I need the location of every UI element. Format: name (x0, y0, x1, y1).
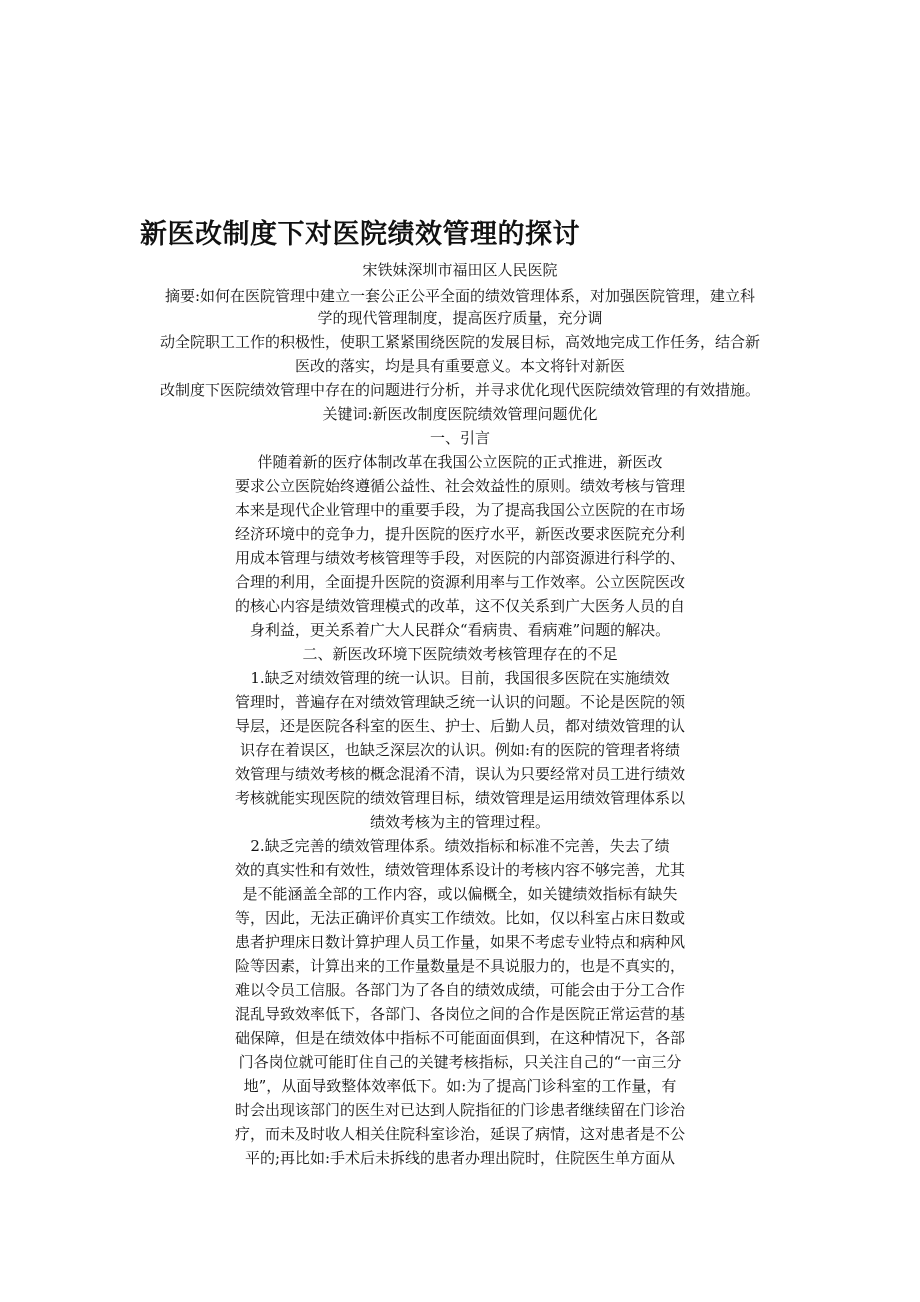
paragraph-line: 经济环境中的竞争力，提升医院的医疗水平，新医改要求医院充分利 (234, 525, 685, 543)
abstract-line: 动全院职工工作的积极性，使职工紧紧围绕医院的发展目标，高效地完成工作任务，结合新 (159, 333, 760, 351)
section-heading: 二、新医改环境下医院绩效考核管理存在的不足 (302, 645, 618, 663)
paragraph-line: 础保障，但是在绩效体中指标不可能面面俱到，在这种情况下，各部 (234, 1029, 685, 1047)
abstract-line: 学的现代管理制度，提高医疗质量，充分调 (317, 309, 603, 327)
paragraph-line: 2.缺乏完善的绩效管理体系。绩效指标和标准不完善，失去了绩 (250, 837, 670, 855)
paragraph-line: 混乱导致效率低下，各部门、各岗位之间的合作是医院正常运营的基 (234, 1005, 685, 1023)
paragraph-line: 识存在着误区，也缺乏深层次的认识。例如:有的医院的管理者将绩 (239, 741, 681, 759)
paragraph-line: 导层，还是医院各科室的医生、护士、后勤人员，都对绩效管理的认 (234, 717, 685, 735)
section-heading: 一、引言 (429, 429, 490, 447)
paragraph-line: 时会出现该部门的医生对已达到人院指征的门诊患者继续留在门诊治 (234, 1101, 685, 1119)
keywords-line: 关键词:新医改制度医院绩效管理问题优化 (322, 405, 598, 423)
paragraph-line: 患者护理床日数计算护理人员工作量，如果不考虑专业特点和病种风 (234, 933, 685, 951)
paragraph-line: 险等因素，计算出来的工作量数量是不具说服力的，也是不真实的， (234, 957, 685, 975)
paragraph-line: 本来是现代企业管理中的重要手段，为了提高我国公立医院的在市场 (234, 501, 685, 519)
paragraph-line: 效的真实性和有效性，绩效管理体系设计的考核内容不够完善，尤其 (234, 861, 685, 879)
paragraph-line: 合理的利用，全面提升医院的资源利用率与工作效率。公立医院医改 (234, 573, 685, 591)
paragraph-line: 门各岗位就可能盯住自己的关键考核指标，只关注自己的“一亩三分 (238, 1053, 682, 1071)
author-line: 宋铁妹深圳市福田区人民医院 (362, 261, 558, 279)
paragraph-line: 身利益，更关系着广大人民群众“看病贵、看病难”问题的解决。 (249, 621, 671, 639)
paragraph-line: 等，因此，无法正确评价真实工作绩效。比如，仅以科室占床日数或 (234, 909, 685, 927)
paragraph-line: 伴随着新的医疗体制改革在我国公立医院的正式推进，新医改 (257, 453, 663, 471)
paragraph-line: 用成本管理与绩效考核管理等手段，对医院的内部资源进行科学的、 (234, 549, 685, 567)
paragraph-line: 绩效考核为主的管理过程。 (369, 813, 550, 831)
paragraph-line: 地”，从面导致整体效率低下。如:为了提高门诊科室的工作量，有 (243, 1077, 677, 1095)
paragraph-line: 考核就能实现医院的绩效管理目标，绩效管理是运用绩效管理体系以 (234, 789, 685, 807)
paragraph-line: 管理时，普遍存在对绩效管理缺乏统一认识的问题。不论是医院的领 (234, 693, 685, 711)
paragraph-line: 效管理与绩效考核的概念混淆不清，误认为只要经常对员工进行绩效 (234, 765, 685, 783)
paragraph-line: 平的;再比如:手术后未拆线的患者办理出院时，住院医生单方面从 (244, 1149, 676, 1167)
paragraph-line: 难以令员工信服。各部门为了各自的绩效成绩，可能会由于分工合作 (234, 981, 685, 999)
abstract-line: 医改的落实，均是具有重要意义。本文将针对新医 (294, 357, 625, 375)
paragraph-line: 要求公立医院始终遵循公益性、社会效益性的原则。绩效考核与管理 (234, 477, 685, 495)
paragraph-line: 的核心内容是绩效管理模式的改革，这不仅关系到广大医务人员的自 (234, 597, 685, 615)
abstract-line: 改制度下医院绩效管理中存在的问题进行分析，并寻求优化现代医院绩效管理的有效措施。 (159, 381, 760, 399)
paragraph-line: 1.缺乏对绩效管理的统一认识。目前，我国很多医院在实施绩效 (250, 669, 670, 687)
paragraph-line: 是不能涵盖全部的工作内容，或以偏概全，如关键绩效指标有缺失 (242, 885, 678, 903)
abstract-line: 摘要:如何在医院管理中建立一套公正公平全面的绩效管理体系，对加强医院管理，建立科 (164, 287, 756, 305)
paragraph-line: 疗，而未及时收人相关住院科室诊治，延误了病情，这对患者是不公 (234, 1125, 685, 1143)
document-title: 新医改制度下对医院绩效管理的探讨 (140, 219, 580, 250)
